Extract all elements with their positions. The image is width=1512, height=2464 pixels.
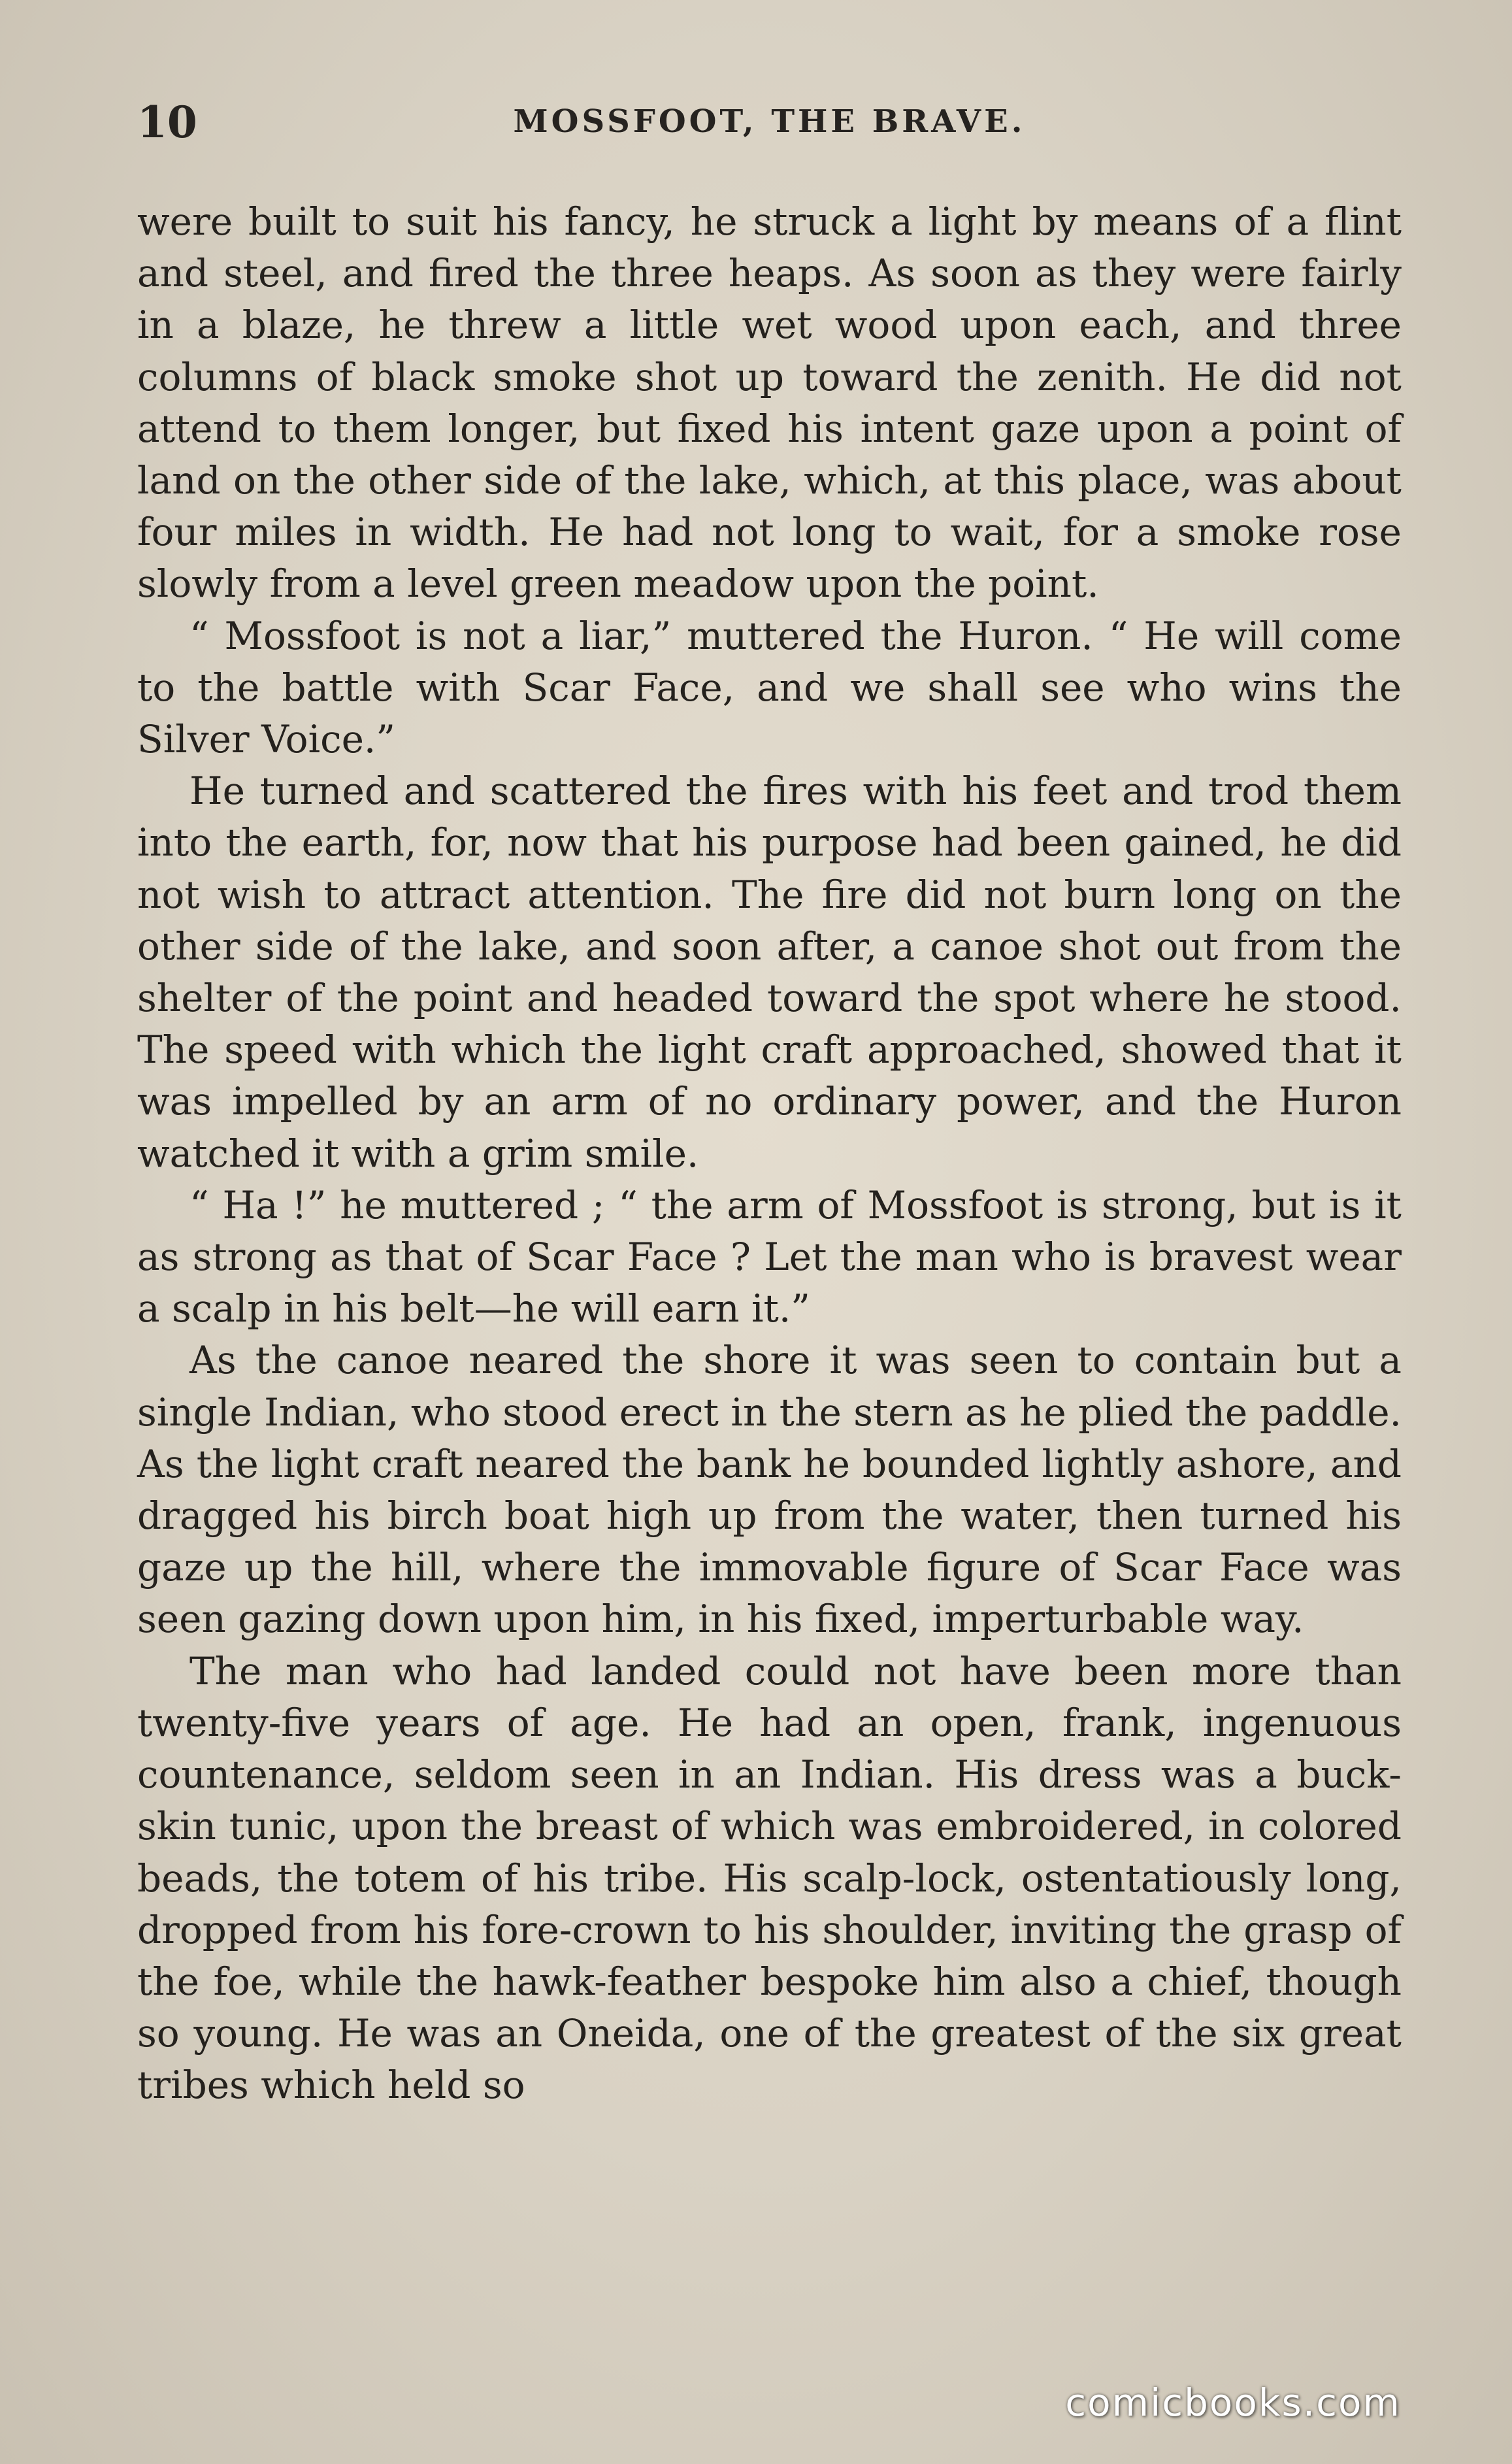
page-header <box>137 97 1402 156</box>
paragraph: “ Mossfoot is not a liar,” muttered the Huron. “ He will come to the battle with Scar Face, and we shall see who wins the Silver Voice.” <box>137 613 1402 762</box>
paragraph: As the canoe neared the shore it was seen to contain but a single Indian, who stood erect in the stern as he plied the paddle. As the light craft neared the bank he bounded lightly ashore, and dragged his birch boat high up from the water, then turned his gaze up the hill, where the immovable figure of Scar Face was seen gazing down upon him, in his fixed, imperturbable way. <box>137 1338 1402 1642</box>
page-number: 10 <box>137 97 197 148</box>
paragraph: The man who had landed could not have been more than twenty-five years of age. He had an open, frank, ingenuous countenance, seldom seen in an Indian. His dress was a buck-skin tunic, upon the breast of which was embroidered, in colored beads, the totem of his tribe. His scalp-lock, ostentatiously long, dropped from his fore-crown to his shoulder, inviting the grasp of the foe, while the hawk-feather bespoke him also a chief, though so young. He was an Oneida, one of the greatest of the six great tribes which held so <box>137 1648 1402 2108</box>
paragraph: were built to suit his fancy, he struck a light by means of a flint and steel, and fired the three heaps. As soon as they were fairly in a blaze, he threw a little wet wood upon each, and three columns of black smoke shot up toward the zenith. He did not attend to them longer, but fixed his intent gaze upon a point of land on the other side of the lake, which, at this place, was about four miles in width. He had not long to wait, for a smoke rose slowly from a level green meadow upon the point. <box>137 199 1402 607</box>
paragraph: He turned and scattered the fires with his feet and trod them into the earth, for, now that his purpose had been gained, he did not wish to attract attention. The fire did not burn long on the other side of the lake, and soon after, a canoe shot out from the shelter of the point and headed toward the spot where he stood. The speed with which the light craft approached, showed that it was impelled by an arm of no ordinary power, and the Huron watched it with a grim smile. <box>137 769 1402 1176</box>
running-head: MOSSFOOT, THE BRAVE. <box>513 103 1026 140</box>
watermark: comicbooks.com <box>1065 2380 1401 2425</box>
body-text <box>137 196 1402 2112</box>
paragraph: “ Ha !” he muttered ; “ the arm of Mossfoot is strong, but is it as strong as that of Scar Face ? Let the man who is bravest wear a scalp in his belt—he will earn it.” <box>137 1182 1402 1331</box>
